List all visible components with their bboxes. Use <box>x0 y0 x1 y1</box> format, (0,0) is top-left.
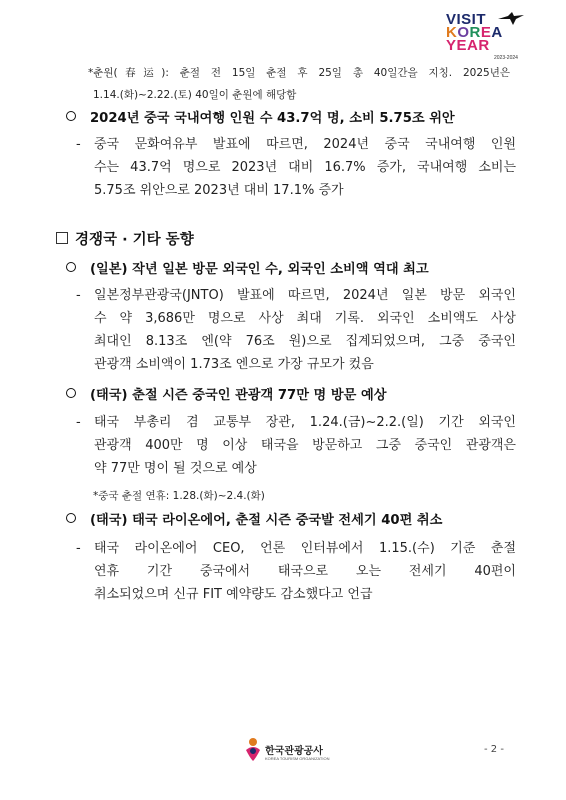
circle-bullet-icon <box>66 111 76 121</box>
kto-name: 한국관광공사 <box>265 746 323 757</box>
square-bullet-icon <box>56 232 68 244</box>
body-line: 수는 43.7억 명으로 2023년 대비 16.7% 증가, 국내여행 소비는 <box>94 160 516 175</box>
china-domestic-body <box>76 133 516 202</box>
body-line: - 태국 라이온에어 CEO, 언론 인터뷰에서 1.15.(수) 기준 춘절 <box>76 541 516 556</box>
section-header-competitors <box>56 229 356 251</box>
bullet-china-domestic <box>66 109 526 129</box>
bullet-lion-air <box>66 511 526 531</box>
body-line: 수 약 3,686만 명으로 사상 최대 기록. 외국인 소비액도 사상 <box>94 311 516 326</box>
body-line: 관광객 400만 명 이상 태국을 방문하고 그중 중국인 관광객은 <box>94 438 516 453</box>
logo-line-year: YEAR <box>446 37 490 54</box>
body-line: - 태국 부총리 겸 교통부 장관, 1.24.(금)~2.2.(일) 기간 외국인 <box>76 415 516 430</box>
circle-bullet-icon <box>66 262 76 272</box>
logo-line-visit: VISIT <box>446 11 487 28</box>
logo-years: 2023-2024 <box>494 55 518 61</box>
section-title: 경쟁국 · 기타 동향 <box>75 232 194 248</box>
chunwon-note-line2: 1.14.(화)~2.22.(토) 40일이 춘원에 해당함 <box>93 89 297 101</box>
bullet-title: (일본) 작년 일본 방문 외국인 수, 외국인 소비액 역대 최고 <box>90 262 429 277</box>
bullet-title: (태국) 태국 라이온에어, 춘절 시즌 중국발 전세기 40편 취소 <box>90 513 443 528</box>
body-line: 연휴 기간 중국에서 태국으로 오는 전세기 40편이 <box>94 564 516 579</box>
lunar-holiday-note: *중국 춘절 연휴: 1.28.(화)~2.4.(화) <box>93 490 265 502</box>
circle-bullet-icon <box>66 513 76 523</box>
body-line: 취소되었으며 신규 FIT 예약량도 감소했다고 언급 <box>94 587 373 602</box>
kto-emblem-icon <box>243 736 263 762</box>
body-line: 관광객 소비액이 1.73조 엔으로 가장 규모가 컸음 <box>94 357 374 372</box>
visit-korea-year-logo <box>446 12 526 64</box>
body-line: - 일본정부관광국(JNTO) 발표에 따르면, 2024년 일본 방문 외국인 <box>76 288 516 303</box>
bullet-thailand-visitors <box>66 386 526 406</box>
bullet-title: (태국) 춘절 시즌 중국인 관광객 77만 명 방문 예상 <box>90 388 387 403</box>
body-line: 5.75조 위안으로 2023년 대비 17.1% 증가 <box>94 183 344 198</box>
thailand-visitors-body <box>76 411 516 480</box>
lion-air-body <box>76 537 516 606</box>
japan-body <box>76 284 516 376</box>
chunwon-note-line1: *춘원(春运): 춘절 전 15일 춘절 후 25일 총 40일간을 지칭. 2025년은 <box>88 67 510 79</box>
kto-logo <box>243 736 343 766</box>
bullet-japan <box>66 260 526 280</box>
bullet-title: 2024년 중국 국내여행 인원 수 43.7억 명, 소비 5.75조 위안 <box>90 111 455 126</box>
logo-line-korea: KOREA <box>446 24 503 41</box>
circle-bullet-icon <box>66 388 76 398</box>
body-line: 최대인 8.13조 엔(약 76조 원)으로 집계되었으며, 그중 중국인 <box>94 334 516 349</box>
page-number: - 2 - <box>484 744 504 755</box>
kto-subtitle: KOREA TOURISM ORGANIZATION <box>265 756 330 761</box>
body-line: - 중국 문화여유부 발표에 따르면, 2024년 중국 국내여행 인원 <box>76 137 516 152</box>
body-line: 약 77만 명이 될 것으로 예상 <box>94 461 257 476</box>
